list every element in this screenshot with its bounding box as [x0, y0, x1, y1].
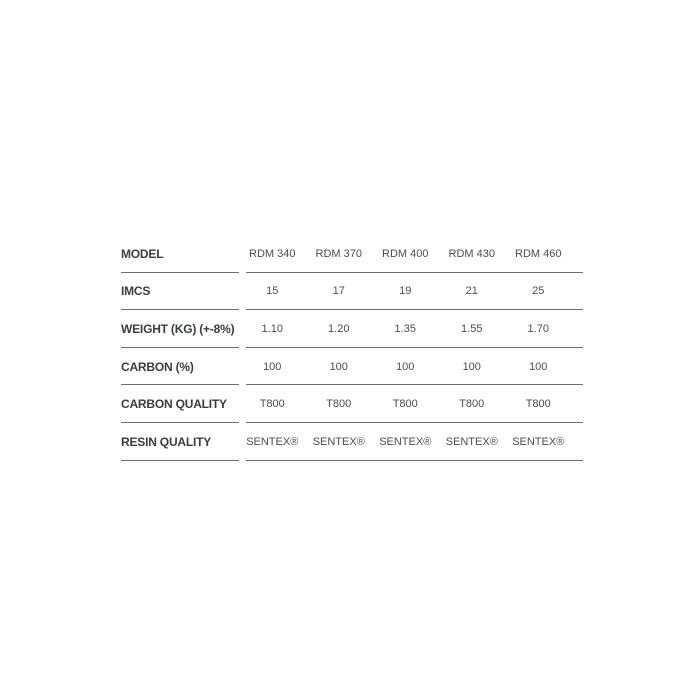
- table-cell: SENTEX®: [312, 435, 365, 448]
- table-cell: RDM 370: [315, 247, 362, 260]
- table-cell: T800: [326, 398, 352, 411]
- table-cell: T800: [525, 398, 551, 411]
- row-values: [239, 398, 572, 410]
- row-label: CARBON (%): [121, 359, 194, 374]
- row-divider: [246, 460, 583, 461]
- table-cell: RDM 460: [515, 247, 562, 260]
- table-cell: 100: [529, 360, 548, 373]
- table-cell: 1.55: [461, 322, 483, 335]
- row-values: [239, 323, 572, 335]
- table-row-weight: [121, 310, 583, 348]
- table-row-imcs: [121, 273, 583, 311]
- table-cell: RDM 340: [249, 247, 296, 260]
- table-cell: 1.20: [328, 322, 350, 335]
- table-cell: T800: [259, 398, 285, 411]
- table-row-carbon: [121, 348, 583, 386]
- table-cell: RDM 400: [382, 247, 429, 260]
- spec-table: [121, 235, 583, 461]
- row-label: RESIN QUALITY: [121, 434, 212, 449]
- row-label: CARBON QUALITY: [121, 397, 227, 412]
- table-cell: SENTEX®: [512, 435, 565, 448]
- table-cell: SENTEX®: [379, 435, 432, 448]
- table-row-resin-quality: [121, 423, 583, 461]
- table-cell: 1.70: [527, 322, 549, 335]
- row-label: IMCS: [121, 284, 151, 299]
- row-label: WEIGHT (KG) (+-8%): [121, 321, 235, 336]
- table-cell: 15: [266, 285, 279, 298]
- table-cell: RDM 430: [448, 247, 495, 260]
- table-row-model: [121, 235, 583, 273]
- row-label: MODEL: [121, 246, 164, 261]
- table-cell: SENTEX®: [246, 435, 299, 448]
- row-values: [239, 248, 572, 260]
- table-cell: 100: [329, 360, 348, 373]
- row-values: [239, 436, 572, 448]
- table-cell: 100: [396, 360, 415, 373]
- table-cell: 25: [532, 285, 545, 298]
- table-cell: 100: [462, 360, 481, 373]
- table-cell: 17: [332, 285, 345, 298]
- table-cell: 1.35: [394, 322, 416, 335]
- table-cell: 19: [399, 285, 412, 298]
- table-cell: 21: [465, 285, 478, 298]
- table-cell: T800: [392, 398, 418, 411]
- table-cell: 100: [263, 360, 282, 373]
- row-divider: [121, 460, 239, 461]
- table-cell: 1.10: [261, 322, 283, 335]
- row-values: [239, 361, 572, 373]
- row-values: [239, 285, 572, 297]
- table-cell: SENTEX®: [445, 435, 498, 448]
- table-cell: T800: [459, 398, 485, 411]
- table-row-carbon-quality: [121, 385, 583, 423]
